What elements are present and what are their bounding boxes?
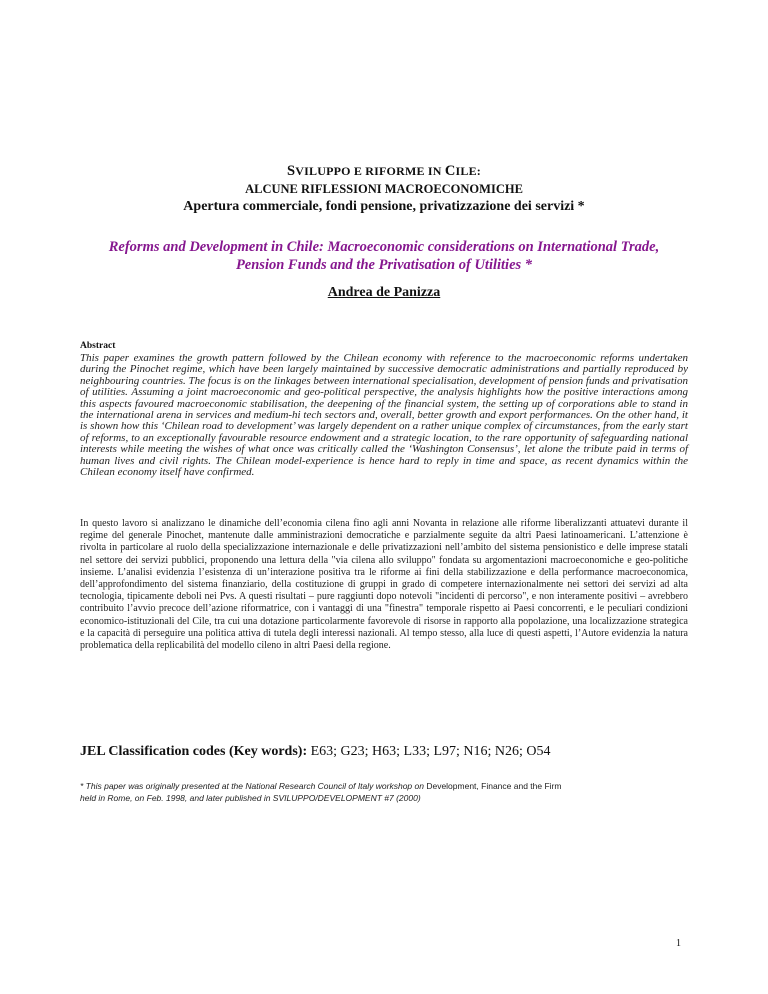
abstract-heading: Abstract — [80, 341, 116, 351]
title-cap-s: S — [287, 163, 296, 179]
title-block — [0, 162, 768, 216]
footnote-part-3: held in Rome, on Feb. 1998, and later published in SVILUPPO/DEVELOPMENT #7 (2000) — [80, 792, 421, 803]
footnote — [80, 781, 688, 804]
author-name: Andrea de Panizza — [327, 285, 441, 300]
jel-label: JEL Classification codes (Key words): — [80, 744, 308, 759]
title-cap-c: C — [444, 163, 456, 179]
page-number: 1 — [676, 938, 681, 949]
footnote-workshop-name: Development, Finance and the Firm — [426, 781, 562, 791]
jel-codes — [80, 744, 551, 760]
footnote-part-1: * This paper was originally presented at the National Research Council of Italy workshop on — [80, 781, 427, 791]
jel-code-list: E63; G23; H63; L33; L97; N16; N26; O54 — [310, 744, 551, 759]
abstract-english: This paper examines the growth pattern followed by the Chilean economy with reference to the macroeconomic reforms undertaken during the Pinochet regime, which have been largely maintained by successive democratic administrations and partially reproduced by neighbouring countries. The focus is on the linkages between international specialisation, development of pension funds and privatisation of utilities. Assuming a joint macroeconomic and geo-political perspective, the analysis highlights how the positive interactions among this aspects favoured macroeconomic stabilisation, the deepening of the financial system, the setting up of corporations able to stand in the international arena in services and medium-hi tech sectors and, overall, better growth and export performances. On the other hand, it is shown how this ‘Chilean road to development’ was largely dependent on a rather unique complex of circumstances, from the early start of reforms, to an exceptionally favourable resource endowment and a strategic location, to the rare opportunity of safeguarding national interests while meeting the wishes of what once was critically called the ‘Washington Consensus’, let alone the tribute paid in terms of human lives and civil rights. The Chilean model-experience is hence hard to reply in time and space, as recent dynamics within the Chilean economy itself have confirmed. — [80, 352, 688, 479]
english-title: Reforms and Development in Chile: Macroeconomic considerations on International Trade, Pension Funds and the Privatisation of Utilities * — [108, 239, 660, 273]
main-title — [0, 162, 768, 180]
italian-subtitle: Apertura commerciale, fondi pensione, privatizzazione dei servizi * — [183, 199, 585, 214]
title-subline: ALCUNE RIFLESSIONI MACROECONOMICHE — [245, 182, 523, 196]
title-part-2: ILE: — [455, 164, 481, 178]
title-part-1: VILUPPO E RIFORME IN — [295, 164, 445, 178]
abstract-italian: In questo lavoro si analizzano le dinamiche dell’economia cilena fino agli anni Novanta in relazione alle riforme liberalizzanti attuatevi durante il regime del generale Pinochet, mantenute dalle amministrazioni democratiche e parzialmente seguite da altri Paesi latinoamericani. L’attenzione è rivolta in particolare al ruolo della specializzazione internazionale e delle privatizzazioni nell’ambito del sistema pensionistico e delle imprese statali nel settore dei servizi pubblici, proponendo una lettura della "via cilena allo sviluppo" fondata su argomentazioni macroeconomiche e geo-politiche insieme. L’analisi evidenzia l’esistenza di un’interazione positiva tra le riforme ai fini della stabilizzazione e della performance macroeconomica, dell’approfondimento del sistema finanziario, della costituzione di gruppi in grado di competere internazionalmente nei settori dei servizi ad alta tecnologia, tipicamente deboli nei Pvs. A questi risultati – pure raggiunti dopo notevoli "incidenti di percorso", e non interamente positivi – avrebbero contribuito l’avvio precoce dell’azione riformatrice, con i vantaggi di una "finestra" temporale rispetto ai Paesi concorrenti, e le peculiari condizioni economico-istituzionali del Cile, tra cui una dotazione particolarmente favorevole di risorse in rapporto alla popolazione, una localizzazione strategica e la capacità di perseguire una politica attiva di tutela degli interessi nazionali. Al tempo stesso, alla luce di questi aspetti, l’Autore evidenzia la natura problematica della replicabilità del modello cileno in altri Paesi della regione. — [80, 518, 688, 652]
